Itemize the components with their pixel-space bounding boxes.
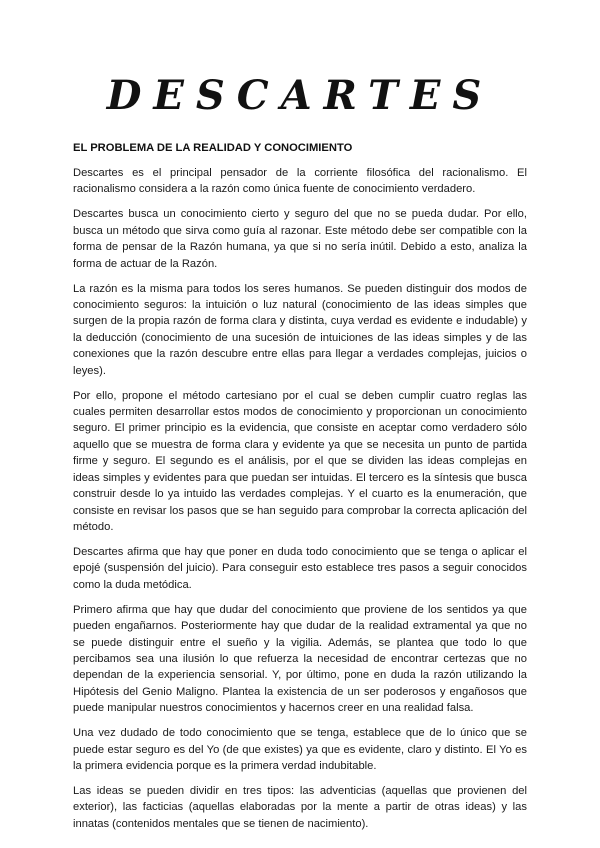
paragraph-steps-of-doubt: Primero afirma que hay que dudar del conocimiento que proviene de los sentidos ya que pueden engañarnos. Posteriormente hay que dudar de la realidad extramental ya que no se puede distinguir entre el sueño y la vigilia. Además, se plantea que todo lo que percibamos sea una ilusión lo que refuerza la necesidad de encontrar certezas que no dependan de la experiencia sensorial. Y, por último, pone en duda la razón utilizando la Hipótesis del Genio Maligno. Plantea la existencia de un ser poderosos y engañosos que puede manipular nuestros conocimientos y hacernos creer en una realidad falsa. <box>73 603 527 715</box>
paragraph-methodical-doubt: Descartes afirma que hay que poner en duda todo conocimiento que se tenga o aplicar el epojé (suspensión del juicio). Para conseguir esto establece tres pasos a seguir conocidos como la duda metódica. <box>73 545 527 591</box>
paragraph-modes-of-knowledge: La razón es la misma para todos los seres humanos. Se pueden distinguir dos modos de conocimiento seguros: la intuición o luz natural (conocimiento de las ideas simples que surgen de la propia razón de forma clara y distinta, cuya verdad es evidente e indudable) y la deducción (conocimiento de una sucesión de intuiciones de las ideas simples y de las conexiones que la razón descubre entre ellas para llegar a verdades complejas, juicios o leyes). <box>73 282 527 377</box>
paragraph-method-search: Descartes busca un conocimiento cierto y seguro del que no se pueda dudar. Por ello, busca un método que sirva como guía al razonar. Este método debe ser compatible con la forma de pensar de la Razón humana, ya que si no sería inútil. Debido a esto, analiza la forma de actuar de la Razón. <box>73 208 527 270</box>
paragraph-cartesian-method-rules: Por ello, propone el método cartesiano por el cual se deben cumplir cuatro reglas las cuales permiten desarrollar estos modos de conocimiento y proporcionan un conocimiento seguro. El primer principio es la evidencia, que consiste en aceptar como verdadero sólo aquello que se muestra de forma clara y evidente ya que se necesita un punto de partida firme y seguro. El segundo es el análisis, por el que se dividen las ideas complejas en ideas simples y evidentes para que puedan ser intuidas. El tercero es la síntesis que busca construir desde lo ya intuido las verdades complejas. Y el cuarto es la enumeración, que consiste en revisar los pasos que se han seguido para comprobar la correcta aplicación del método. <box>73 389 527 533</box>
document-body <box>73 141 527 841</box>
paragraph-rationalism-intro: Descartes es el principal pensador de la corriente filosófica del racionalismo. El racionalismo considera a la razón como única fuente de conocimiento verdadero. <box>73 167 527 196</box>
paragraph-cogito: Una vez dudado de todo conocimiento que se tenga, establece que de lo único que se puede estar seguro es del Yo (de que existes) ya que es evidente, claro y distinto. El Yo es la primera evidencia porque es la primera verdad indubitable. <box>73 727 527 772</box>
document-title: DESCARTES <box>106 72 494 119</box>
paragraph-types-of-ideas: Las ideas se pueden dividir en tres tipos: las adventicias (aquellas que provienen del exterior), las facticias (aquellas elaboradas por la mente a partir de otras ideas) y las innatas (contenidos mentales que se tienen de nacimiento). <box>73 784 527 830</box>
section-heading: EL PROBLEMA DE LA REALIDAD Y CONOCIMIENTO <box>73 142 353 154</box>
